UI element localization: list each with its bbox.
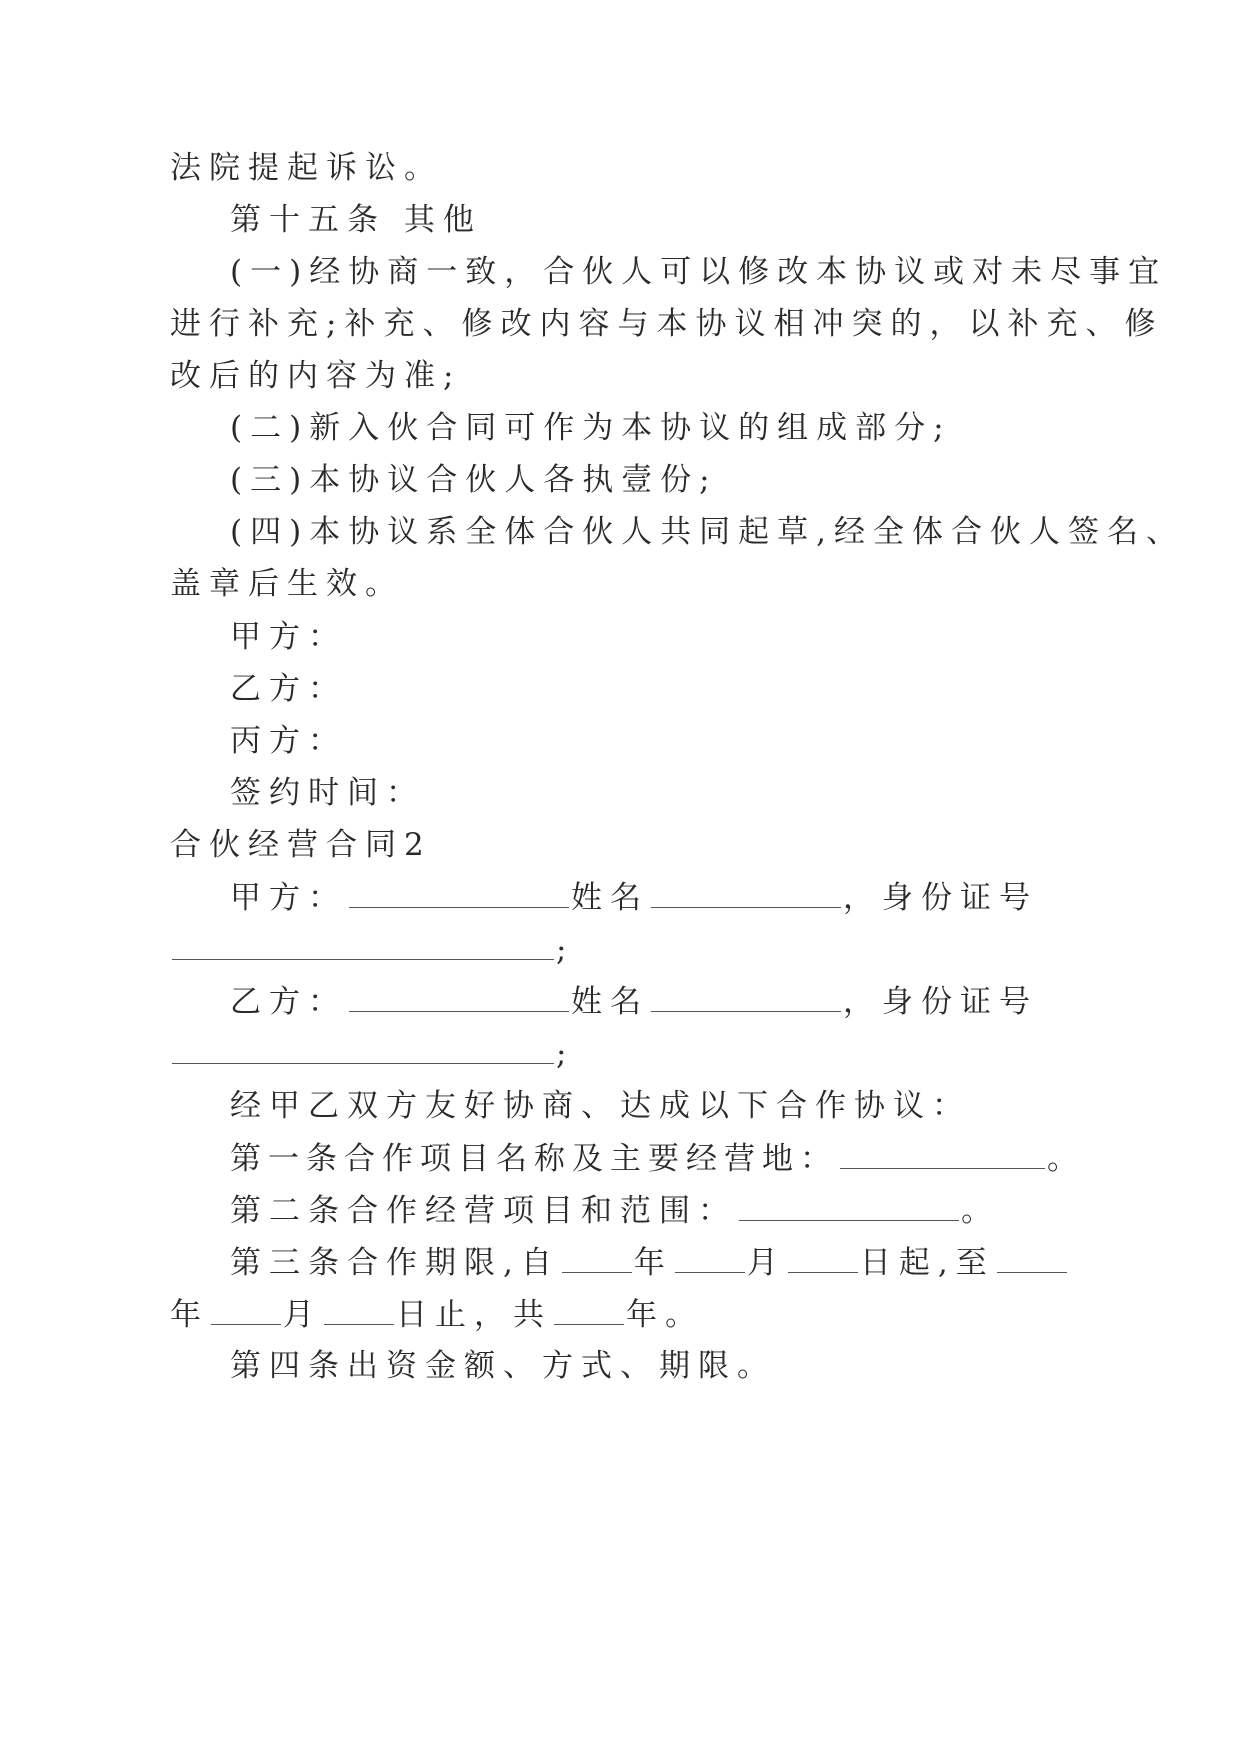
- blank-field[interactable]: [554, 1294, 624, 1325]
- party-b-id-line: ;: [170, 1033, 574, 1073]
- blank-field[interactable]: [788, 1242, 858, 1273]
- signature-party-b: 乙方：: [230, 671, 347, 707]
- agreement-intro: 经甲乙双方友好协商、达成以下合作协议：: [230, 1088, 971, 1124]
- article-2: 第二条合作经营项目和范围： 。: [230, 1190, 1000, 1230]
- paragraph-line: 盖章后生效。: [170, 566, 404, 602]
- signature-party-a: 甲方：: [230, 619, 347, 655]
- article-heading: 第十五条 其他: [230, 202, 482, 238]
- paragraph-line: 进行补充;补充、修改内容与本协议相冲突的，以补充、修: [170, 306, 1164, 342]
- paragraph-line: 改后的内容为准;: [170, 358, 462, 394]
- party-a-id-line: ;: [170, 929, 574, 969]
- blank-field[interactable]: [172, 929, 554, 960]
- paragraph-line: (三)本协议合伙人各执壹份;: [230, 462, 718, 498]
- article-3: 第三条合作期限,自 年 月 日起,至: [230, 1242, 1069, 1282]
- blank-field[interactable]: [211, 1294, 281, 1325]
- paragraph-line: 法院提起诉讼。: [170, 150, 443, 186]
- article-3-cont: 年 月 日止，共 年。: [170, 1294, 704, 1334]
- paragraph-line: (二)新入伙合同可作为本协议的组成部分;: [230, 410, 952, 446]
- article-4: 第四条出资金额、方式、期限。: [230, 1348, 776, 1384]
- blank-field[interactable]: [562, 1242, 632, 1273]
- blank-field[interactable]: [675, 1242, 745, 1273]
- contract-title: 合伙经营合同2: [170, 827, 432, 863]
- signature-party-c: 丙方：: [230, 723, 347, 759]
- party-a-line: 甲方： 姓名 ，身份证号: [230, 877, 1038, 917]
- blank-field[interactable]: [997, 1242, 1067, 1273]
- paragraph-line: (一)经协商一致，合伙人可以修改本协议或对未尽事宜: [230, 254, 1168, 290]
- blank-field[interactable]: [172, 1033, 554, 1064]
- blank-field[interactable]: [840, 1138, 1045, 1169]
- blank-field[interactable]: [651, 981, 841, 1012]
- blank-field[interactable]: [349, 877, 569, 908]
- blank-field[interactable]: [739, 1190, 959, 1221]
- paragraph-line: (四)本协议系全体合伙人共同起草,经全体合伙人签名、: [230, 514, 1186, 550]
- party-b-line: 乙方： 姓名 ，身份证号: [230, 981, 1038, 1021]
- signing-date: 签约时间：: [230, 775, 425, 811]
- blank-field[interactable]: [651, 877, 841, 908]
- article-1: 第一条合作项目名称及主要经营地： 。: [230, 1138, 1085, 1178]
- blank-field[interactable]: [349, 981, 569, 1012]
- blank-field[interactable]: [324, 1294, 394, 1325]
